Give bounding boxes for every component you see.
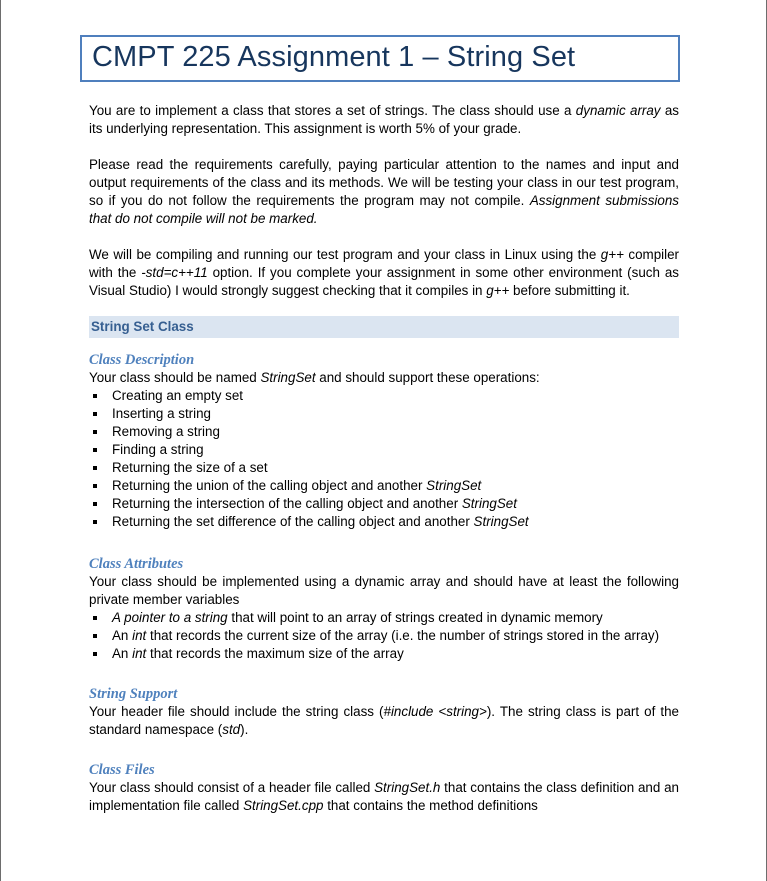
attribute-int: int — [132, 646, 147, 661]
list-item-text: Returning the union of the calling object and another — [112, 478, 427, 493]
include-directive: #include <string> — [383, 704, 487, 719]
class-files-text-a: Your class should consist of a header file called — [89, 780, 375, 795]
class-description-heading: Class Description — [89, 352, 195, 368]
intro-p3-gpp: g++ — [600, 247, 624, 262]
list-item: Finding a string — [89, 441, 679, 459]
intro-p3-text-4: before submitting it. — [509, 283, 630, 298]
intro-p3-text-2: compiler with the — [89, 247, 679, 280]
title-box — [80, 35, 680, 82]
intro-p1-emphasis: dynamic array — [575, 103, 661, 118]
intro-p3-gpp-2: g++ — [486, 283, 510, 298]
list-item-text: An — [112, 646, 133, 661]
attributes-list — [89, 609, 679, 663]
list-item: Removing a string — [89, 423, 679, 441]
header-filename: StringSet.h — [374, 780, 441, 795]
string-support-block — [89, 685, 679, 739]
list-item: Creating an empty set — [89, 387, 679, 405]
list-item-text: that will point to an array of strings created in dynamic memory — [227, 610, 603, 625]
list-item-text: An — [112, 628, 133, 643]
string-support-text — [89, 703, 679, 739]
document-title: CMPT 225 Assignment 1 – String Set — [92, 41, 576, 73]
class-files-text-b: that contains the class definition and an implementation file called — [89, 780, 679, 813]
class-files-text — [89, 779, 679, 815]
list-item — [89, 645, 679, 663]
intro-p2-emphasis: Assignment submissions that do not compile will not be marked. — [89, 193, 679, 226]
class-files-block — [89, 761, 679, 815]
page-edge-left — [0, 0, 1, 881]
string-support-heading: String Support — [89, 686, 178, 702]
class-attributes-heading: Class Attributes — [89, 556, 184, 572]
class-description-text — [89, 369, 679, 387]
list-item-text: that records the current size of the array (i.e. the number of strings stored in the array) — [146, 628, 660, 643]
intro-p3-text: We will be compiling and running our test program and your class in Linux using the — [89, 247, 601, 262]
list-item-stringset: StringSet — [473, 514, 529, 529]
document-body — [89, 102, 679, 830]
intro-p2-text: Please read the requirements carefully, paying particular attention to the names and input and output requirements of the class and its methods. We will be testing your class in our test program, so if you do not follow the requirements the program may not compile. — [89, 157, 679, 208]
intro-paragraph-2 — [89, 156, 679, 228]
class-description-text-b: and should support these operations: — [315, 370, 540, 385]
list-item: Returning the size of a set — [89, 459, 679, 477]
intro-p1-text: You are to implement a class that stores a set of strings. The class should use a — [89, 103, 576, 118]
class-files-text-c: that contains the method definitions — [323, 798, 538, 813]
list-item — [89, 627, 679, 645]
class-files-heading: Class Files — [89, 762, 155, 778]
list-item — [89, 495, 679, 513]
intro-paragraph-3 — [89, 246, 679, 300]
list-item — [89, 513, 679, 531]
class-attributes-text: Your class should be implemented using a dynamic array and should have at least the following private member variables — [89, 574, 679, 607]
list-item-stringset: StringSet — [426, 478, 482, 493]
list-item-text: Returning the intersection of the calling object and another — [112, 496, 462, 511]
string-support-text-a: Your header file should include the string class ( — [89, 704, 384, 719]
cpp-filename: StringSet.cpp — [243, 798, 324, 813]
class-attributes-block — [89, 555, 679, 663]
list-item: Inserting a string — [89, 405, 679, 423]
list-item-text: Returning the set difference of the calling object and another — [112, 514, 474, 529]
string-support-text-b: ). The string class is part of the standard namespace ( — [89, 704, 679, 737]
list-item-text: that records the maximum size of the array — [146, 646, 404, 661]
attribute-int: int — [132, 628, 147, 643]
list-item — [89, 477, 679, 495]
class-description-block — [89, 351, 679, 531]
class-description-text-a: Your class should be named — [89, 370, 261, 385]
std-namespace: std — [222, 722, 241, 737]
intro-p3-std-flag: -std=c++11 — [141, 265, 208, 280]
class-name-stringset: StringSet — [260, 370, 316, 385]
intro-paragraph-1 — [89, 102, 679, 138]
attribute-pointer: A pointer to a string — [112, 610, 228, 625]
operations-list — [89, 387, 679, 531]
section-heading-string-set-class: String Set Class — [89, 316, 679, 338]
string-support-text-c: ). — [240, 722, 249, 737]
list-item-stringset: StringSet — [461, 496, 517, 511]
list-item — [89, 609, 679, 627]
intro-p1-text-end: as its underlying representation. This assignment is worth 5% of your grade. — [89, 103, 679, 136]
intro-p3-text-3: option. If you complete your assignment in some other environment (such as Visual Studio) I would strongly suggest checking that it compiles in — [89, 265, 679, 298]
